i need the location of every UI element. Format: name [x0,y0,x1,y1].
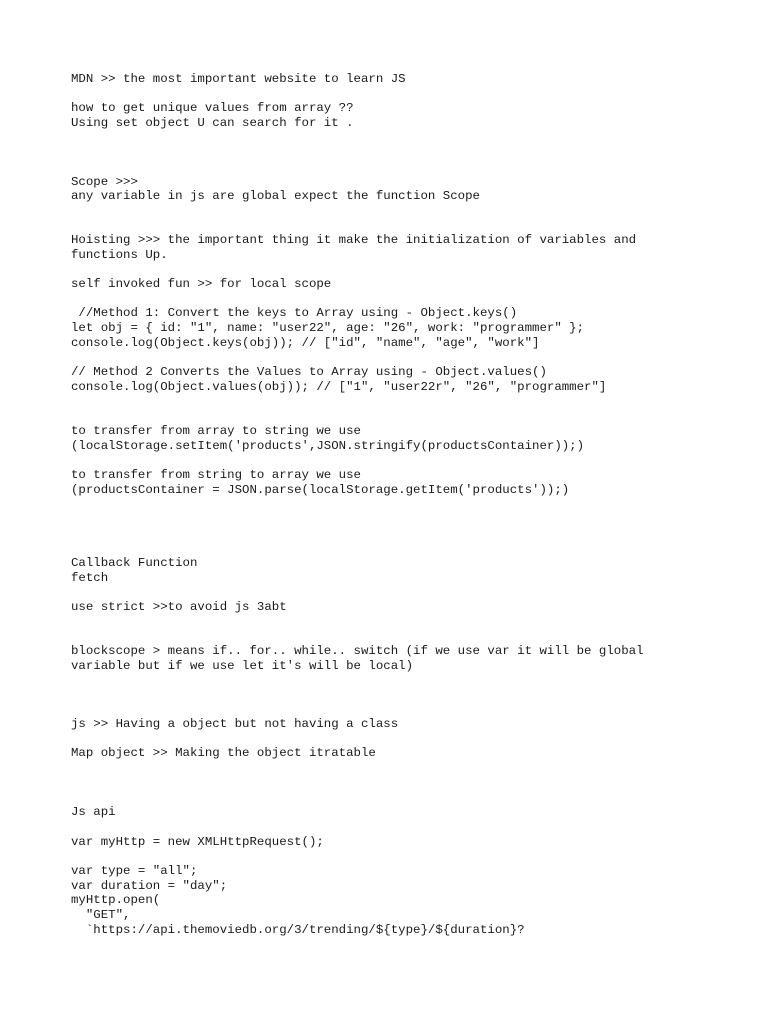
text-line: myHttp.open( [71,893,161,907]
text-line: let obj = { id: "1", name: "user22", age: "26", work: "programmer" }; [71,321,585,335]
text-line: Js api [71,805,116,819]
text-line: to transfer from array to string we use [71,424,361,438]
text-line: js >> Having a object but not having a class [71,717,399,731]
text-line: var duration = "day"; [71,879,228,893]
text-line: any variable in js are global expect the function Scope [71,189,480,203]
text-line: `https://api.themoviedb.org/3/trending/${type}/${duration}? [71,923,525,937]
text-line: how to get unique values from array ?? [71,101,354,115]
text-line: // Method 2 Converts the Values to Array using - Object.values() [71,365,547,379]
text-line: Hoisting >>> the important thing it make the initialization of variables and [71,233,637,247]
text-line: var myHttp = new XMLHttpRequest(); [71,835,324,849]
text-line: functions Up. [71,248,168,262]
text-line: var type = "all"; [71,864,198,878]
text-line: console.log(Object.keys(obj)); // ["id", "name", "age", "work"] [71,336,540,350]
text-line: //Method 1: Convert the keys to Array using - Object.keys() [71,306,518,320]
text-line: Using set object U can search for it . [71,116,354,130]
text-line: blockscope > means if.. for.. while.. switch (if we use var it will be global [71,644,644,658]
text-line: variable but if we use let it's will be local) [71,659,414,673]
text-line: "GET", [71,908,131,922]
text-line: fetch [71,571,109,585]
text-line: self invoked fun >> for local scope [71,277,332,291]
text-line: Map object >> Making the object itratable [71,746,376,760]
text-line: MDN >> the most important website to learn JS [71,72,406,86]
text-line: Callback Function [71,556,198,570]
text-line: (localStorage.setItem('products',JSON.stringify(productsContainer));) [71,439,585,453]
text-line: (productsContainer = JSON.parse(localStorage.getItem('products'));) [71,483,570,497]
text-line: use strict >>to avoid js 3abt [71,600,287,614]
text-line: Scope >>> [71,175,138,189]
text-line: console.log(Object.values(obj)); // ["1", "user22r", "26", "programmer"] [71,380,607,394]
text-line: to transfer from string to array we use [71,468,361,482]
